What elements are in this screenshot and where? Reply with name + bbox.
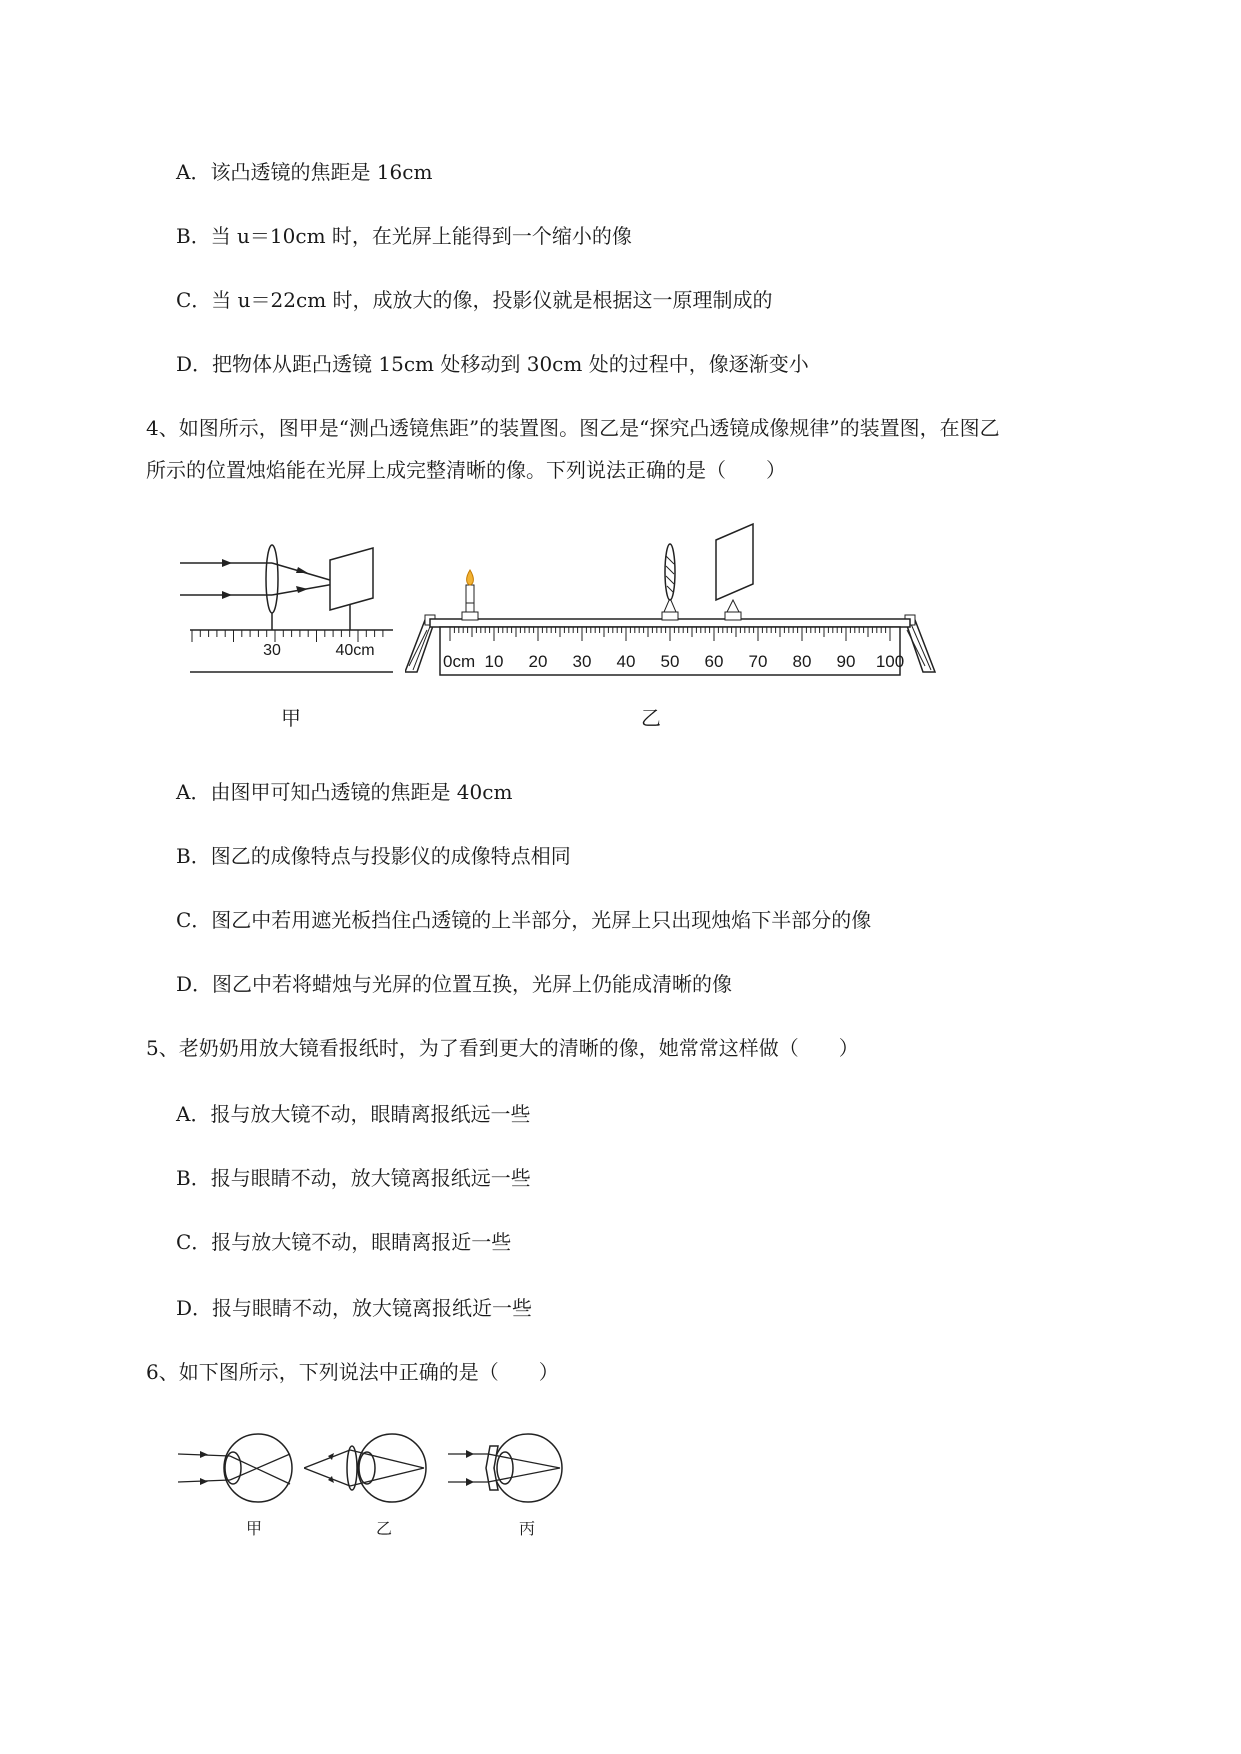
yi-ruler-label: 100 bbox=[875, 652, 905, 671]
q3-option-a: A．该凸透镜的焦距是 16cm bbox=[176, 160, 433, 184]
figure-eye-bing-caption: 丙 bbox=[519, 1519, 536, 1538]
yi-ruler-label: 20 bbox=[528, 652, 548, 671]
jia-tick-label-40cm: 40cm bbox=[335, 642, 375, 659]
figure-jia-caption: 甲 bbox=[281, 706, 301, 730]
yi-ruler-label: 70 bbox=[748, 652, 768, 671]
figure-eye-bing bbox=[448, 1432, 563, 1517]
figure-eye-jia bbox=[178, 1432, 293, 1517]
yi-ruler-label: 10 bbox=[484, 652, 504, 671]
q5-stem: 5、老奶奶用放大镜看报纸时，为了看到更大的清晰的像，她常常这样做（ ） bbox=[146, 1036, 859, 1060]
q5-option-c: C．报与放大镜不动，眼睛离报近一些 bbox=[176, 1230, 512, 1254]
q3-option-c: C．当 u＝22cm 时，成放大的像，投影仪就是根据这一原理制成的 bbox=[176, 288, 773, 312]
q4-option-c: C．图乙中若用遮光板挡住凸透镜的上半部分，光屏上只出现烛焰下半部分的像 bbox=[176, 908, 872, 932]
yi-ruler-label: 0cm bbox=[443, 652, 476, 671]
q4-option-a: A．由图甲可知凸透镜的焦距是 40cm bbox=[176, 780, 513, 804]
yi-ruler-label: 40 bbox=[616, 652, 636, 671]
q3-option-b: B．当 u＝10cm 时，在光屏上能得到一个缩小的像 bbox=[176, 224, 632, 248]
figure-eye-yi-caption: 乙 bbox=[376, 1519, 393, 1538]
q5-option-a: A．报与放大镜不动，眼睛离报纸远一些 bbox=[176, 1102, 531, 1126]
q3-option-d: D．把物体从距凸透镜 15cm 处移动到 30cm 处的过程中，像逐渐变小 bbox=[176, 352, 809, 376]
figure-eye-yi bbox=[304, 1432, 429, 1517]
q5-option-d: D．报与眼睛不动，放大镜离报纸近一些 bbox=[176, 1296, 533, 1320]
q4-option-b: B．图乙的成像特点与投影仪的成像特点相同 bbox=[176, 844, 571, 868]
q4-stem-line2: 所示的位置烛焰能在光屏上成完整清晰的像。下列说法正确的是（ ） bbox=[146, 458, 786, 482]
figure-jia-focal-setup bbox=[180, 540, 400, 675]
q4-option-d: D．图乙中若将蜡烛与光屏的位置互换，光屏上仍能成清晰的像 bbox=[176, 972, 733, 996]
yi-ruler-label: 90 bbox=[836, 652, 856, 671]
q5-option-b: B．报与眼睛不动，放大镜离报纸远一些 bbox=[176, 1166, 531, 1190]
q6-stem: 6、如下图所示，下列说法中正确的是（ ） bbox=[146, 1360, 559, 1384]
yi-ruler-label: 30 bbox=[572, 652, 592, 671]
figure-yi-caption: 乙 bbox=[641, 706, 661, 730]
yi-ruler-label: 50 bbox=[660, 652, 680, 671]
q4-stem-line1: 4、如图所示，图甲是“测凸透镜焦距”的装置图。图乙是“探究凸透镜成像规律”的装置图，在图乙 bbox=[146, 416, 1000, 440]
figure-yi-optical-bench bbox=[405, 520, 945, 680]
yi-ruler-label: 80 bbox=[792, 652, 812, 671]
jia-tick-label-30: 30 bbox=[263, 642, 281, 659]
yi-ruler-label: 60 bbox=[704, 652, 724, 671]
figure-eye-jia-caption: 甲 bbox=[246, 1519, 263, 1538]
